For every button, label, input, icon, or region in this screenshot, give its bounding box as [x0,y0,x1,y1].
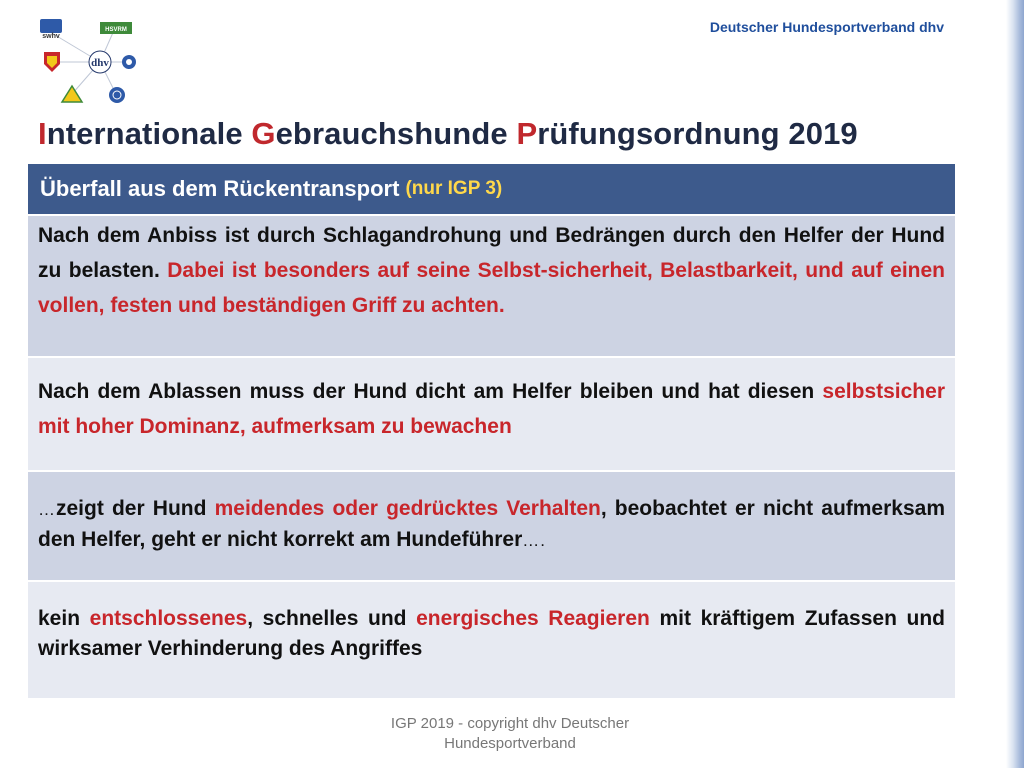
svg-text:HSVRM: HSVRM [105,27,127,33]
row-4-highlight-b: energisches Reagieren [416,607,650,630]
title-word-1: nternationale [46,116,252,151]
title-initial-g: G [251,116,276,151]
logo-connector-lines [50,28,127,94]
content-row-3 [28,472,955,582]
triangle-logo [62,86,82,102]
organization-name: Deutscher Hundesportverband dhv [709,19,944,35]
logo-network-graphic [30,14,160,114]
right-edge-gradient [1006,0,1024,768]
content-row-4 [28,582,955,700]
title-word-3: rüfungsordnung 2019 [537,116,858,151]
title-initial-i: I [38,116,47,151]
blue-circle-logo [109,87,125,103]
row-2-text: Nach dem Ablassen muss der Hund dicht am Helfer bleiben und hat diesen [38,380,823,403]
row-3-highlight: meidendes oder gedrücktes Verhalten [214,497,601,520]
section-title: Überfall aus dem Rückentransport [40,176,400,201]
row-3-text-a: zeigt der Hund [56,497,215,520]
row-1-highlight: Dabei ist besonders auf seine Selbst-sicherheit, Belastbarkeit, und auf einen vollen, festen und beständigen Griff zu achten. [38,259,946,317]
content-row-2 [28,358,955,472]
svg-text:swhv: swhv [42,33,60,40]
row-3-trail-ellipsis: …. [522,531,547,550]
footer-copyright [350,714,670,754]
page-title [38,116,858,152]
content-table [28,164,955,700]
svg-text:dhv: dhv [91,57,109,69]
title-initial-p: P [516,116,538,151]
row-4-text-b: , schnelles und [247,607,417,630]
row-1-text: Nach dem Anbiss ist durch Schlagandrohung und Bedrängen durch den Helfer der Hund zu belasten. [38,224,945,282]
row-4-highlight-a: entschlossenes [89,607,248,630]
logo-cluster [30,14,160,114]
row-4-text-c: mit kräftigem Zufassen und wirksamer Verhinderung des Angriffes [38,607,946,660]
content-row-1 [28,216,955,358]
row-2-highlight: selbstsicher mit hoher Dominanz, aufmerksam zu bewachen [38,380,945,438]
row-4-text-a: kein [38,607,90,630]
swhv-logo [40,19,62,40]
hsvrm-logo [100,22,132,34]
footer-line-2: Hundesportverband [444,735,576,752]
shield-logo [44,52,60,72]
footer-line-1: IGP 2019 - copyright dhv Deutscher [390,715,630,732]
row-3-lead-ellipsis: … [38,500,56,519]
row-3-text-b: , beobachtet er nicht aufmerksam den Helfer, geht er nicht korrekt am Hundeführer [38,497,945,551]
title-word-2: ebrauchshunde [275,116,517,151]
section-header [28,164,955,216]
round-emblem-logo [122,55,136,69]
dhv-logo [89,51,111,73]
section-subtitle: (nur IGP 3) [405,178,503,199]
